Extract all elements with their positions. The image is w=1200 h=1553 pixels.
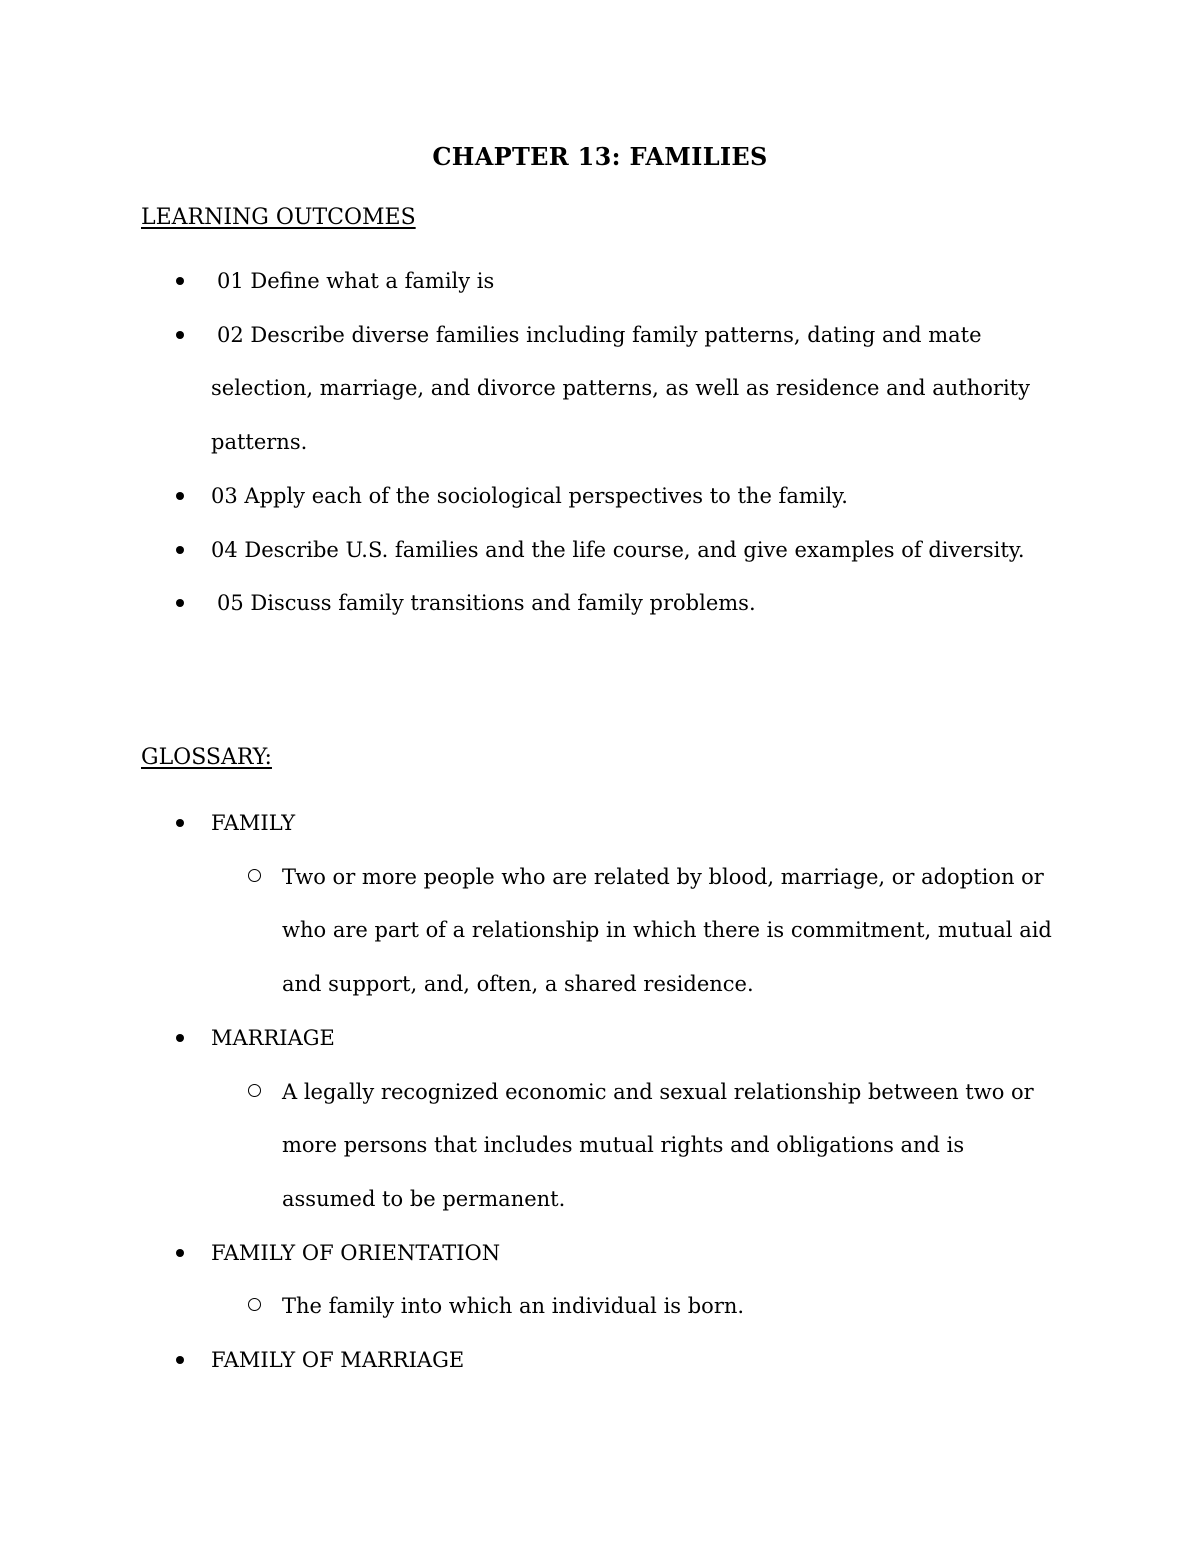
- bullet-icon: [176, 277, 184, 285]
- outcome-text: 05 Discuss family transitions and family problems.: [217, 591, 756, 616]
- definition-item: [0, 851, 1200, 1012]
- glossary-term: [0, 797, 1200, 1012]
- bullet-icon: [176, 1034, 184, 1042]
- learning-outcomes-heading: LEARNING OUTCOMES: [141, 205, 416, 230]
- definition-item: [0, 1066, 1200, 1227]
- definition-list: [0, 1280, 1200, 1334]
- term-label: FAMILY OF MARRIAGE: [211, 1348, 465, 1373]
- circle-bullet-icon: [248, 869, 261, 882]
- bullet-icon: [176, 492, 184, 500]
- glossary-term: [0, 1012, 1200, 1227]
- bullet-icon: [176, 819, 184, 827]
- page-title: CHAPTER 13: FAMILIES: [432, 142, 768, 171]
- glossary-list: [0, 797, 1200, 1388]
- learning-outcomes-list: [0, 255, 1200, 631]
- outcome-text: 02 Describe diverse families including family patterns, dating and mate selection, marriage, and divorce patterns, as well as residence and authority patterns.: [211, 322, 1030, 455]
- term-label: MARRIAGE: [211, 1025, 335, 1050]
- term-label: FAMILY: [211, 811, 296, 835]
- definition-list: [0, 851, 1200, 1012]
- definition-text: Two or more people who are related by blood, marriage, or adoption or who are part of a relationship in which there is commitment, mutual aid and support, and, often, a shared residence.: [282, 864, 1052, 997]
- list-item: [0, 309, 1200, 470]
- definition-text: The family into which an individual is born.: [282, 1294, 745, 1319]
- definition-list: [0, 1066, 1200, 1227]
- bullet-icon: [176, 1356, 184, 1364]
- glossary-heading: GLOSSARY:: [141, 745, 272, 770]
- outcome-text: 01 Define what a family is: [217, 269, 495, 293]
- list-item: [0, 524, 1200, 578]
- list-item: [0, 577, 1200, 631]
- circle-bullet-icon: [248, 1084, 261, 1097]
- circle-bullet-icon: [248, 1298, 261, 1311]
- list-item: [0, 255, 1200, 309]
- term-label: FAMILY OF ORIENTATION: [211, 1240, 501, 1265]
- glossary-term: [0, 1334, 1200, 1388]
- outcome-text: 04 Describe U.S. families and the life course, and give examples of diversity.: [211, 537, 1025, 562]
- glossary-term: [0, 1227, 1200, 1334]
- bullet-icon: [176, 331, 184, 339]
- bullet-icon: [176, 546, 184, 554]
- bullet-icon: [176, 599, 184, 607]
- definition-item: [0, 1280, 1200, 1334]
- bullet-icon: [176, 1249, 184, 1257]
- list-item: [0, 470, 1200, 524]
- definition-text: A legally recognized economic and sexual relationship between two or more persons that includes mutual rights and obligations and is assumed to be permanent.: [282, 1079, 1034, 1211]
- outcome-text: 03 Apply each of the sociological perspectives to the family.: [211, 483, 848, 508]
